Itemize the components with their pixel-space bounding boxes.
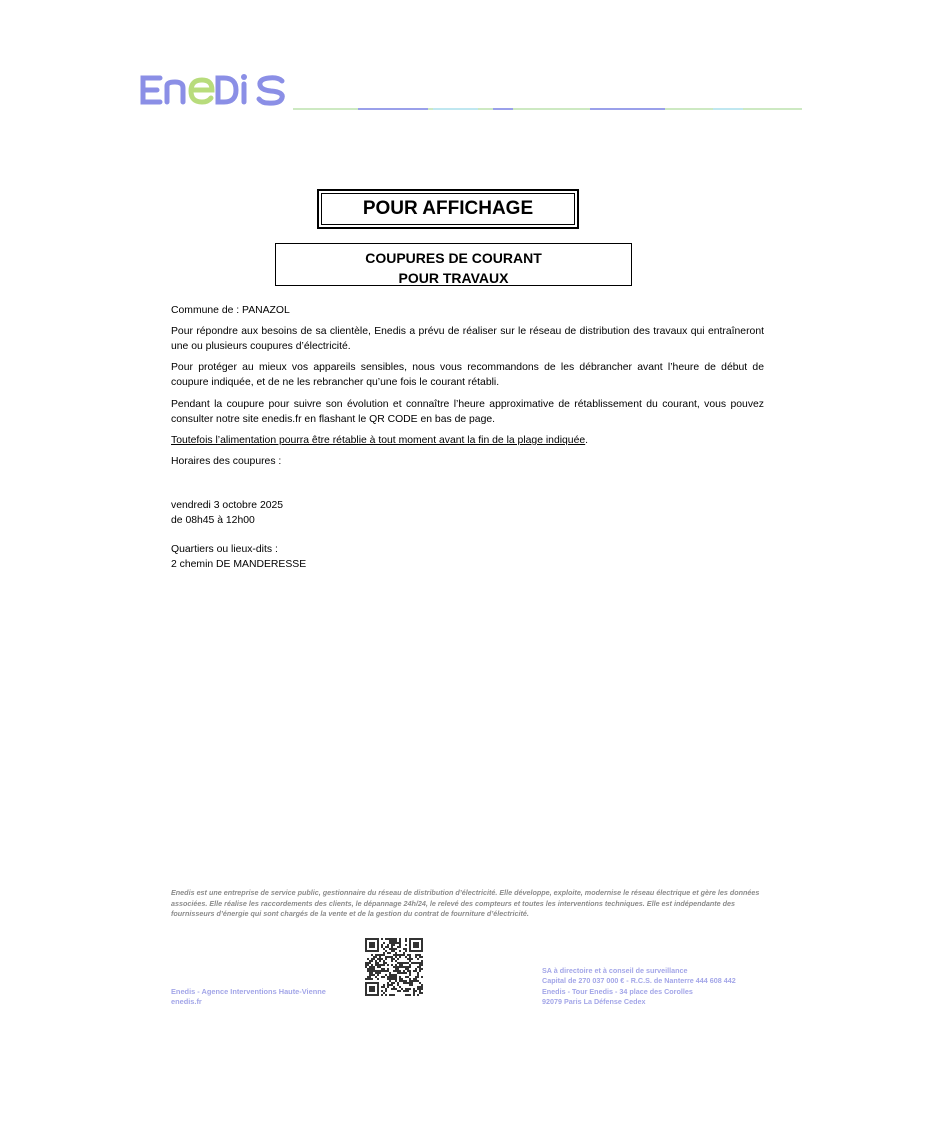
enedis-logo bbox=[138, 70, 290, 110]
footer-company-block bbox=[542, 966, 736, 1008]
paragraph-4: Toutefois l’alimentation pourra être rétablie à tout moment avant la fin de la plage indiquée. bbox=[171, 435, 589, 446]
paragraph-3: Pendant la coupure pour suivre son évolution et connaître l’heure approximative de rétablissement du courant, vous pouvez consulter notre site enedis.fr en flashant le QR CODE en bas de page. bbox=[171, 399, 764, 425]
restoration-warning: Toutefois l’alimentation pourra être rétablie à tout moment avant la fin de la plage indiquée bbox=[171, 435, 586, 446]
qr-code[interactable] bbox=[365, 938, 423, 996]
website-link[interactable]: enedis.fr bbox=[171, 997, 202, 1006]
paragraph-1: Pour répondre aux besoins de sa clientèle, Enedis a prévu de réaliser sur le réseau de distribution des travaux qui entraîneront une ou plusieurs coupures d’électricité. bbox=[171, 326, 764, 352]
company-line-2: Capital de 270 037 000 € - R.C.S. de Nanterre 444 608 442 bbox=[542, 976, 736, 986]
pour-affichage-box bbox=[317, 189, 579, 229]
agency-name: Enedis - Agence Interventions Haute-Vienne bbox=[171, 987, 326, 996]
footer-agency-block bbox=[171, 987, 326, 1007]
coupures-title-box bbox=[275, 243, 632, 286]
address-line: 2 chemin DE MANDERESSE bbox=[171, 559, 307, 570]
quartiers-label: Quartiers ou lieux-dits : bbox=[171, 544, 278, 555]
commune-line: Commune de : PANAZOL bbox=[171, 305, 290, 316]
company-line-3: Enedis - Tour Enedis - 34 place des Corolles bbox=[542, 986, 693, 996]
pour-affichage-title: POUR AFFICHAGE bbox=[321, 193, 575, 225]
footer-legal-text: Enedis est une entreprise de service public, gestionnaire du réseau de distribution d’électricité. Elle développe, exploite, modernise le réseau électrique et gère les données associées. Elle réalise les raccordements des clients, le dépannage 24h/24, le relevé des compteurs et toutes les interventions techniques. Elle est indépendante des fournisseurs d’énergie qui sont chargés de la vente et de la gestion du contrat de fourniture d’électricité. bbox=[171, 888, 760, 918]
outage-date: vendredi 3 octobre 2025 bbox=[171, 500, 284, 511]
coupures-title-line2: POUR TRAVAUX bbox=[398, 270, 509, 286]
company-line-1: SA à directoire et à conseil de surveillance bbox=[542, 966, 688, 975]
horaires-label: Horaires des coupures : bbox=[171, 456, 282, 467]
header-rule bbox=[293, 99, 802, 105]
coupures-title-line1: COUPURES DE COURANT bbox=[365, 250, 542, 266]
outage-hours: de 08h45 à 12h00 bbox=[171, 515, 255, 526]
company-line-4: 92079 Paris La Défense Cedex bbox=[542, 997, 646, 1007]
paragraph-2: Pour protéger au mieux vos appareils sensibles, nous vous recommandons de les débrancher avant l’heure de début de coupure indiquée, et de ne les rebrancher qu’une fois le courant rétabli. bbox=[171, 362, 764, 388]
